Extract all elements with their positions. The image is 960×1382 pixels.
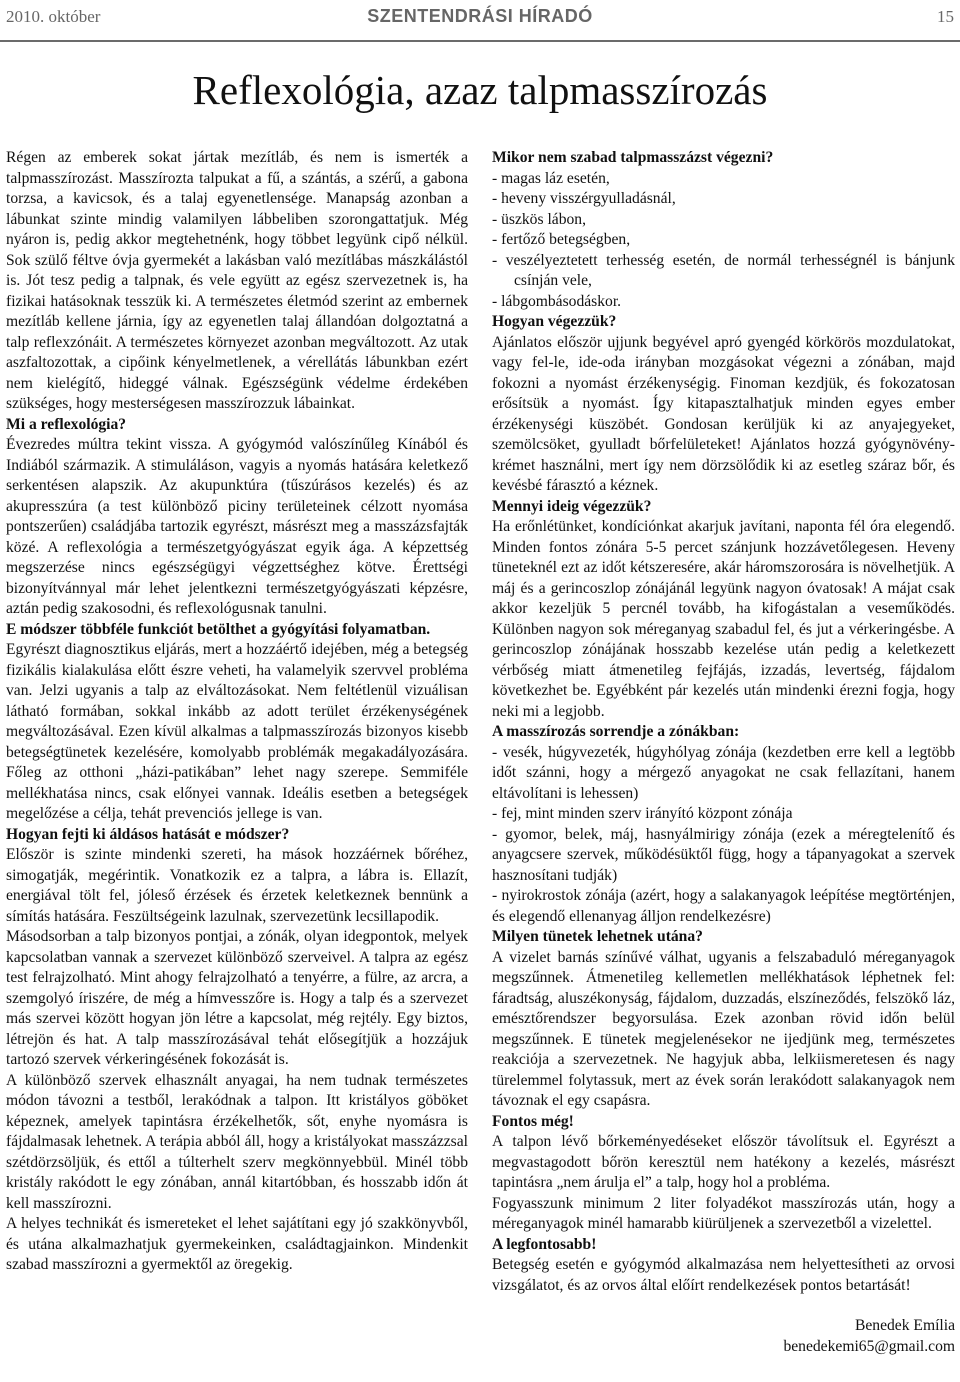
left-column	[6, 148, 468, 1276]
paragraph: Egyrészt diagnosztikus eljárás, mert a hozzáértő idejében, még a betegség fizikális kialakulása előtt észre veheti, ha valamelyik szervvel probléma van. Jelzi ugyanis a talp az elváltozásokat. Nem feltétlenül vizuálisan látható formában, sokkal inkább az adott terület érzékenységének megváltozásával. Ezen kívül alkalmas a talpmasszírozás bizonyos kisebb betegségtünetek kezelésére, komolyabb problémák megakadályozására. Főleg az otthoni „házi-patikában” lehet nagy szerepe. Semmiféle mellékhatása nincs, csak előnyei vannak. Ideális esetben a betegségek megelőzése a célja, tehát prevenciós jellege is van.	[6, 641, 468, 822]
paragraph: A talpon lévő bőrkeményedéseket először távolítsuk el. Egyrészt a megvastagodott bőrön keresztül nem hatékony a kezelés, másrészt tapintásra „nem árulja el” a talp, hogy hol a probléma.	[492, 1133, 955, 1191]
paragraph: Évezredes múltra tekint vissza. A gyógymód valószínűleg Kínából és Indiából származik. A stimuláláson, vagyis a nyomás hatására keletkező serkentésen alapszik. Az akupunktúra (tűszúrásos kezelés) és az akupresszúra (a test különböző piciny területeinek célzott nyomása pontszerűen) családjába tartozik egyrészt, másrészt meg a masszázsfajták közé. A reflexológia a természetgyógyászat egyik ága. A képzettség megszerzése nincs egészségügyi végzettséghez kötve. Érettségi bizonyítvánnyal már lehet jelentkezni természetgyógyászati képzésre, aztán pedig szakosodni, és reflexológusnak tanulni.	[6, 436, 468, 617]
paragraph: Ha erőnlétünket, kondíciónkat akarjuk javítani, naponta fél óra elegendő. Minden fontos zónára 5-5 percet szánjunk hozzávetőlegesen. Heveny tüneteknél ezt az időt kétszeresére, akár háromszorosára is növelhetjük. A máj és a gerincoszlop zónájánál legyünk nagyon óvatosak! A májat csak akkor kezeljük 5 percnél tovább, ha kifogástalan a veseműködés. Különben nagyon sok méreganyag szabadul fel, és jut a vérkeringésbe. A gerincoszlop zónájának hosszabb kezelése után pedig a keletkezett vérbőség miatt átmenetileg fejfájás, izzadás, levertség, fájdalom következhet be. Egyébként pár kezelés után mindenki érezni fogja, hogy neki mi a legjobb.	[492, 518, 955, 720]
list-item: - fertőző betegségben,	[492, 231, 631, 248]
page-header	[0, 0, 960, 42]
author-email: benedekemi65@gmail.com	[783, 1337, 955, 1355]
publication-name: SZENTENDRÁSI HÍRADÓ	[367, 6, 593, 26]
paragraph: Másodsorban a talp bizonyos pontjai, a zónák, olyan idegpontok, melyek kapcsolatban vannak a szervezet különböző szerveivel. A talpra az egész test felrajzolható. Mint ahogy felrajzolható a tenyérre, a fülre, az arcra, a szemgolyó íriszére, de még a hímvesszőre is. Hogy a talp és a szervezet más szervei között hogyan jön létre a kapcsolat, még rejtély. Egy biztos, létrejön és hat. A talp masszírozásával tehát elősegítjük a hozzájuk tartozó szervek vérkeringésének fokozását is.	[6, 928, 468, 1068]
list-item: - üszkös lábon,	[492, 210, 586, 228]
section-heading: Milyen tünetek lehetnek utána?	[492, 928, 703, 945]
section-heading: Hogyan végezzük?	[492, 313, 617, 330]
list-item: - vesék, húgyvezeték, húgyhólyag zónája (kezdetben erre kell a legtöbb időt szánni, hogy a mérgező anyagokat ne csak fellazítani, hanem eltávolítani is lehessen)	[492, 743, 955, 802]
right-column	[492, 148, 955, 1357]
section-heading: Mi a reflexológia?	[6, 415, 127, 433]
paragraph: Régen az emberek sokat jártak mezítláb, és nem is ismerték a talpmasszírozást. Masszírozta talpukat a fű, a szántás, a szérű, a gabona torzsa, a kavicsok, és a talaj egyenetlensége. Manapság azonban a lábunkat szinte mindig valamilyen lábbeliben szorongattatjuk. Még nyáron is, pedig akkor megtehetnénk, hogy többet legyünk cipő nélkül. Sok szülő féltve óvja gyermekét a lakásban való mezítlábas mászkálástól is. Jót tesz pedig a talpnak, és vele együtt az egész szervezetnek is, ha fizikai hatásoknak tesszük ki. A természetes életmód szerint az embernek mezítláb kellene járnia, így az egyenetlen talaj állandóan dolgoztatná a talp reflexzónáit. A természetes környezet azonban megváltozott. Az utak aszfaltozottak, a cipőink kényelmetlenek, a vérellátás lábunkban ezért nem kielégítő, hideggé válnak. Egészségünk védelme érdekében szükséges, hogy mesterségesen masszírozzuk lábainkat.	[6, 149, 468, 412]
list-item: - magas láz esetén,	[492, 169, 610, 187]
section-heading: A legfontosabb!	[492, 1235, 597, 1253]
issue-date: 2010. október	[6, 7, 101, 26]
section-heading: Mennyi ideig végezzük?	[492, 497, 652, 515]
paragraph: A vizelet barnás színűvé válhat, ugyanis a felszabaduló méreganyagok megszűnnek. Átmenetileg kellemetlen mellékhatások léphetnek fel: fáradtság, aluszékonyság, fájdalom, duzzadás, elszíneződés, felszökő láz, emésztőrendszer begyorsulása. Ezek azonban rövid időn belül megszűnnek. E tünetek megjelenésekor ne ijedjünk meg, természetes reakciója a szervezetnek. Ne hagyjuk abba, lelkiismeretesen és nagy türelemmel folytassuk, mert az évek során lerakódott salakanyagok nem távoznak el egy csapásra.	[492, 948, 955, 1109]
list-item: - heveny visszérgyulladásnál,	[492, 190, 676, 207]
list-item: - gyomor, belek, máj, hasnyálmirigy zónája (ezek a méregtelenítő és anyagcsere szervek, működésüktől függ, hogy a tápanyagokat a szervek hasznosítani tudják)	[492, 825, 955, 884]
list-item: - veszélyeztetett terhesség esetén, de normál terhességnél is bánjunk csínján vele,	[492, 251, 955, 289]
list-item: - lábgombásodáskor.	[492, 292, 622, 310]
list-item: - nyirokrostok zónája (azért, hogy a salakanyagok leépítése megtörténjen, és elegendő ellenanyag álljon rendelkezésre)	[492, 887, 955, 925]
section-heading: E módszer többféle funkciót betölthet a gyógyítási folyamatban.	[6, 620, 431, 638]
section-heading: Hogyan fejti ki áldásos hatását e módszer?	[6, 825, 290, 843]
section-heading: A masszírozás sorrendje a zónákban:	[492, 723, 740, 740]
paragraph: Betegség esetén e gyógymód alkalmazása nem helyettesítheti az orvosi vizsgálatot, és az orvos által előírt rendelkezések pontos betartását!	[492, 1256, 955, 1294]
section-heading: Mikor nem szabad talpmasszázst végezni?	[492, 149, 774, 166]
article-title: Reflexológia, azaz talpmasszírozás	[192, 67, 768, 113]
paragraph: Ajánlatos először ujjunk begyével apró gyengéd körkörös mozdulatokat, vagy fel-le, ide-oda irányban mozgásokat végezni a zónában, majd fokozni a nyomást érzékenységig. Finoman kezdjük, és fokozatosan erősítsük a nyomást. Így kitapasztalhatjuk minden egyes ember érzékenységi küszöbét. Gondosan kerüljük ki az anyajegyeket, szemölcsöket, gyulladt bőrfelületeket! Ajánlatos hozzá gyógynövény-krémet használni, mert így nem dörzsölődik ki az esetleg száraz bőr, és kevésbé fárasztó a kéznek.	[492, 333, 955, 494]
page-number: 15	[937, 7, 954, 26]
paragraph: A helyes technikát és ismereteket el lehet sajátítani egy jó szakkönyvből, és utána alkalmazhatjuk gyermekeinken, családtagjainkon. Mindenkit szabad masszírozni a gyermektől az öregekig.	[6, 1215, 468, 1273]
paragraph: A különböző szervek elhasznált anyagai, ha nem tudnak természetes módon távozni a testből, lerakódnak a talpon. Itt kristályos göböket képeznek, amelyek tapintásra érzékelhetők, sőt, enyhe nyomásra is fájdalmasak lehetnek. A terápia abból áll, hogy a kristályokat masszázzsal szétdörzsöljük, és ettől a túlterhelt szerv megkönnyebbül. Minél több kristály rakódott le egy zónában, annál kitartóbban, és hosszabb időn át kell masszírozni.	[6, 1071, 468, 1212]
paragraph: Először is szinte mindenki szereti, ha mások hozzáérnek bőréhez, simogatják, megérintik. Vonatkozik ez a talpra, a lábra is. Ellazít, energiával tölt fel, jóleső érzések és érzetek keletkeznek bennünk a símítás hatására. Feszültségeink lazulnak, szervezetünk lecsillapodik.	[6, 846, 468, 925]
section-heading: Fontos még!	[492, 1112, 574, 1130]
author-name: Benedek Emília	[854, 1317, 955, 1334]
list-item: - fej, mint minden szerv irányító központ zónája	[492, 805, 793, 822]
paragraph: Fogyasszunk minimum 2 liter folyadékot masszírozás után, hogy a méreganyagok minél hamarabb kiürüljenek a szervezetből a vizelettel.	[492, 1194, 955, 1232]
